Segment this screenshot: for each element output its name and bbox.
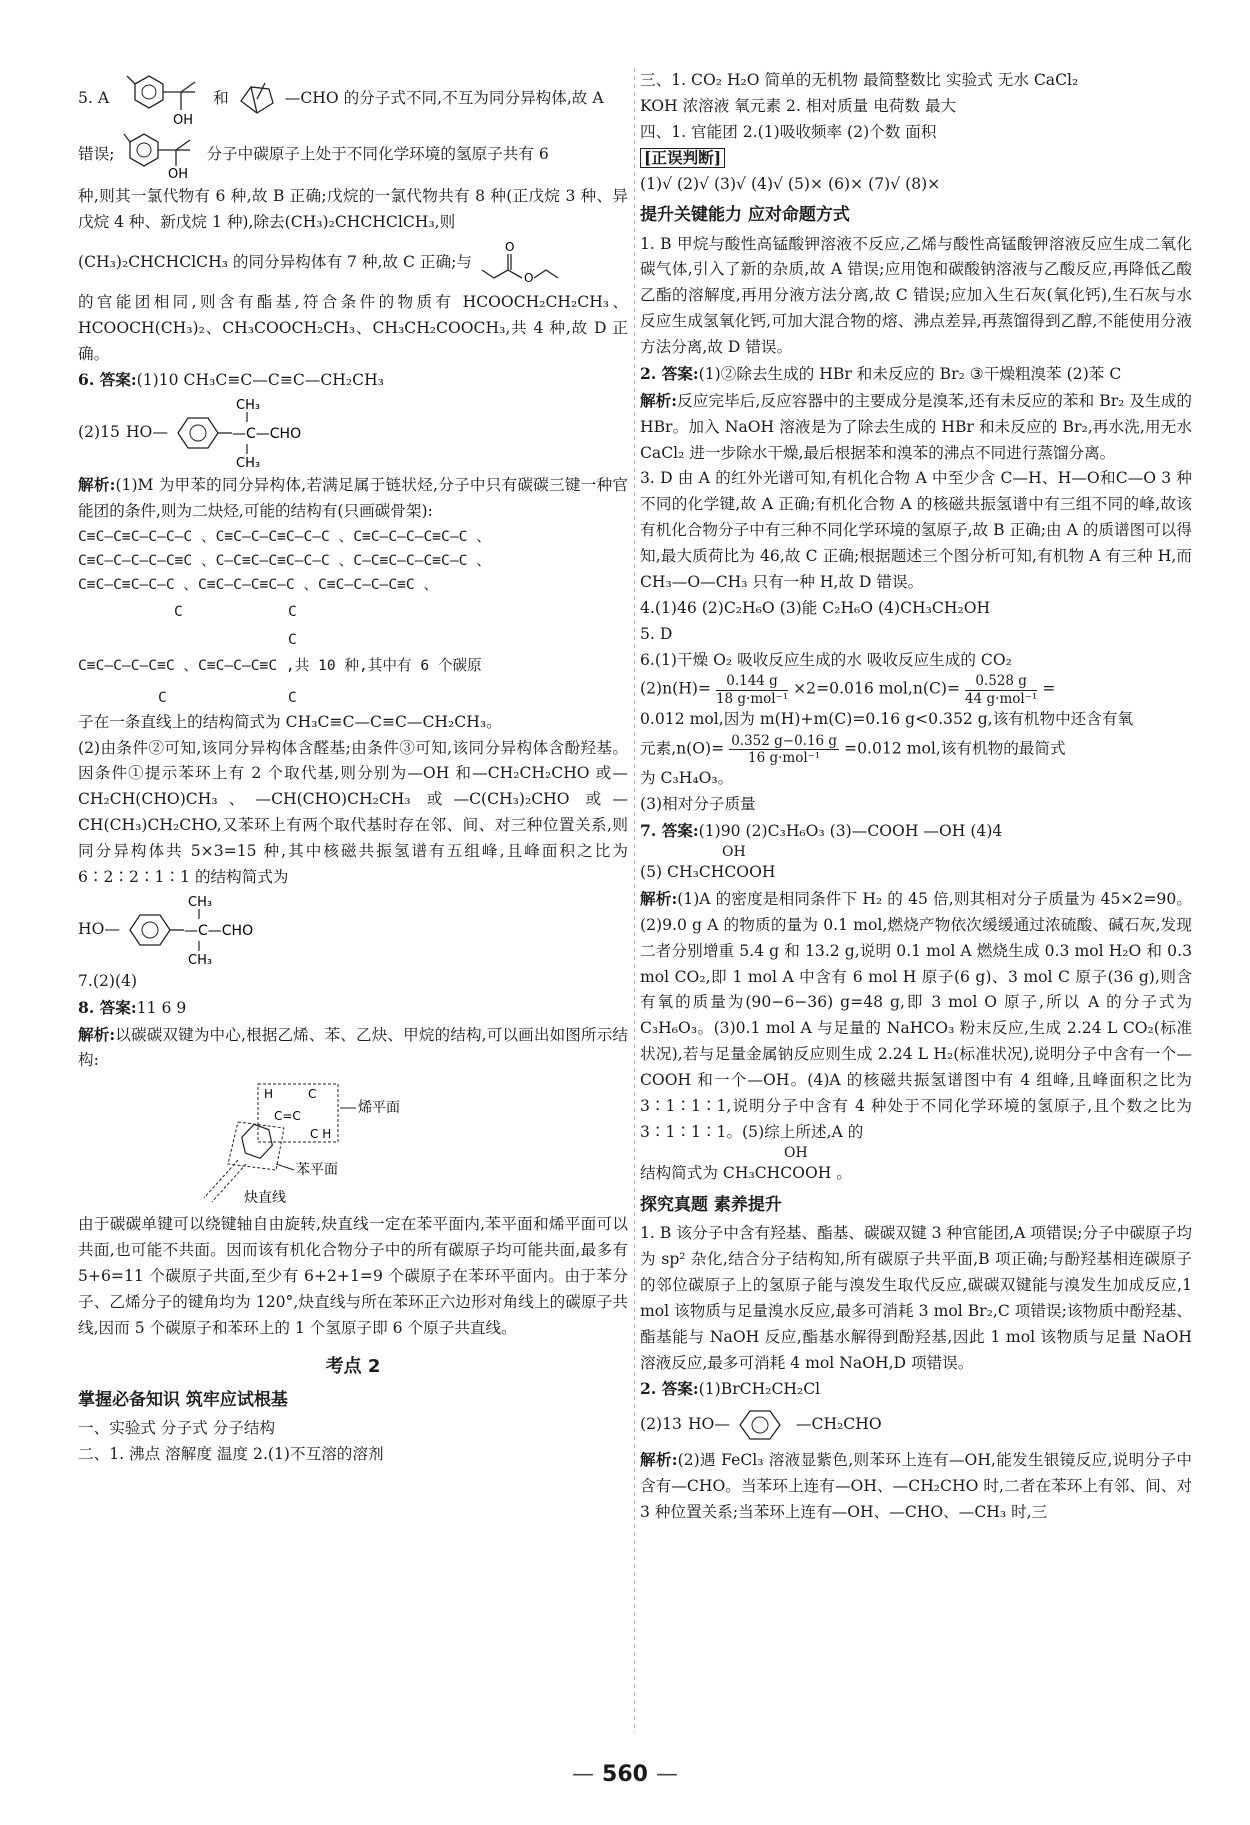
knowledge-4: 四、1. 官能团 2.(1)吸收频率 (2)个数 面积 [640, 122, 937, 141]
improve-6-4: 元素,n(O)= $\frac{0.352 g-0.16 g}{\text{16 g·mol⁻¹}}$ =0.012 mol,该有机物的最简式 [640, 732, 1066, 766]
improve-4: 4.(1)46 (2)C₂H₆O (3)能 C₂H₆O (4)CH₃CH₂OH [640, 598, 991, 617]
toluene-alcohol-structure-2 [120, 130, 200, 180]
improve-7-5: (5) CH₃CHCOOH [640, 863, 776, 882]
explore-1: 1. B 该分子中含有羟基、酯基、碳碳双键 3 种官能团,A 项错误;分子中碳原子均为 sp² 杂化,结合分子结构知,所有碳原子共平面,B 项正确;与酚羟基相连碳原子的邻位碳原子上的氢原子能与溴发生取代反应,碳碳双键能与溴发生加成反应,1 mol 该物质与足量溴水反应,最多可消耗 3 mol Br₂,C 项错误;该物质中酚羟基、酯基能与 NaOH 反应,酯基水解得到酚羟基,因此 1 mol 该物质与足量 NaOH 溶液反应,最多可消耗 4 mol NaOH,D 项错误。 [640, 1224, 1192, 1372]
improve-7-answer: (1)90 (2)C₃H₆O₃ (3)—COOH —OH (4)4 [698, 821, 1003, 840]
q5-wrong-line [78, 130, 628, 180]
improve-6-2: (2)n(H)= $\frac{0.144 g}{\text{18 g·mol⁻¹}}$ ×2=0.016 mol,n(C)= $\frac{0.528 g}{\text{44 g·mol⁻¹}}$ = [640, 673, 1056, 707]
heading-improve: 提升关键能力 应对命题方式 [640, 205, 850, 226]
q5-cho-text: —CHO 的分子式不同,不互为同分异构体,故 A [284, 89, 604, 108]
q5-paragraph-4: 的官能团相同,则含有酯基,符合条件的物质有 HCOOCH₂CH₂CH₃、HCOOCH(CH₃)₂、CH₃COOCH₂CH₃、CH₃CH₂COOCH₃,共 4 种,故 D 正确。 [78, 292, 628, 363]
heading-explore: 探究真题 素养提升 [640, 1195, 782, 1215]
explore-2-jiexi: (2)遇 FeCl₃ 溶液显紫色,则苯环上连有—OH,能发生银镜反应,说明分子中含有—CHO。当苯环上连有—OH、—CH₂CHO 时,二者在苯环上有邻、间、对 3 种位置关系;当苯环上连有—OH、—CHO、—CH₃ 时,三 [640, 1451, 1192, 1522]
page-footer: — 560 — [572, 1762, 678, 1787]
improve-2-jiexi: 反应完毕后,反应容器中的主要成分是溴苯,还有未反应的苯和 Br₂ 及生成的 HBr。加入 NaOH 溶液是为了除去生成的 HBr 和未反应的 Br₂,再水洗,用无水 CaCl₂ 进一步除水干燥,最后根据苯和溴苯的沸点不同进行蒸馏分离。 [640, 391, 1192, 462]
fig-benz-plane: 苯平面 [296, 1162, 338, 1179]
oh-label-2: OH [168, 167, 189, 180]
improve-7-end-oh: OH [784, 1144, 808, 1161]
q5-line [78, 72, 628, 126]
fraction-c: $\frac{0.528 g}{\text{44 g·mol⁻¹}}$ [965, 673, 1038, 707]
q8-label: 8. 答案: [78, 997, 137, 1017]
q6-jiexi-1: (1)M 为甲苯的同分异构体,若满足属于链状烃,分子中只有碳碳三键一种官能团的条件,则为二炔烃,可能的结构有(只画碳骨架): [78, 476, 628, 521]
explore-2-ho: HO— [687, 1415, 730, 1434]
q6-label: 6. 答案: [78, 370, 137, 390]
toluene-alcohol-structure [115, 72, 207, 126]
heading-master: 掌握必备知识 筑牢应试根基 [78, 1389, 288, 1410]
oh-label: OH [173, 113, 194, 126]
fig-ene-plane: 烯平面 [358, 1100, 400, 1117]
improve-1: 1. B 甲烷与酸性高锰酸钾溶液不反应,乙烯与酸性高锰酸钾溶液反应生成二氧化碳气体,引入了新的杂质,故 A 错误;应用饱和碳酸钠溶液与乙酸反应,再降低乙酸乙酯的溶解度,再用分液方法分离,故 C 错误;应加入生石灰(氧化钙),生石灰与水反应生成氢氧化钙,可加大混合物的熔、沸点差异,再蒸馏得到乙醇,不能使用分液方法分离,故 D 错误。 [640, 234, 1192, 357]
bicyclic-aldehyde-structure [235, 79, 279, 119]
q6-answer-2: (2)15 [78, 423, 120, 442]
knowledge-3-cont: KOH 浓溶液 氧元素 2. 相对质量 电荷数 最大 [640, 96, 957, 115]
svg-text:H: H [264, 1087, 274, 1102]
fraction-o: $\frac{0.352 g-0.16 g}{\text{16 g·mol⁻¹}}$ [731, 732, 838, 766]
fraction-h: $\frac{0.144 g}{\text{18 g·mol⁻¹}}$ [715, 673, 789, 707]
q8-jiexi-2: 由于碳碳单键可以绕键轴自由旋转,炔直线一定在苯平面内,苯平面和烯平面可以共面,也可能不共面。因而该有机化合物分子中的所有碳原子均可能共面,最多有 5+6=11 个碳原子共面,至少有 6+2+1=9 个碳原子在苯环平面内。由于苯分子、乙烯分子的键角均为 120°,炔直线与所在苯环正六边形对角线上的碳原子共线,因而 5 个碳原子和苯环上的 1 个氢原子即 6 个原子共直线。 [78, 1215, 628, 1337]
column-divider [634, 68, 635, 1733]
improve-5: 5. D [640, 624, 673, 643]
chain-row-2: C≡C—C—C—C—C≡C 、C—C≡C—C≡C—C—C 、C—C≡C—C—C≡C—C 、 [78, 552, 491, 570]
left-column [78, 68, 628, 1468]
branch-c-1: C [174, 602, 183, 620]
phenol-aldehyde-structure [174, 398, 334, 468]
knowledge-1: 一、实验式 分子式 分子结构 [78, 1418, 276, 1437]
q5-paragraph-3: (CH₃)₂CHCHClCH₃ 的同分异构体有 7 种,故 C 正确;与 [78, 252, 472, 271]
judge-tag: [正误判断] [640, 148, 725, 169]
knowledge-2: 二、1. 沸点 溶解度 温度 2.(1)不互溶的溶剂 [78, 1444, 384, 1463]
q6-jiexi-2: 子在一条直线上的结构简式为 CH₃C≡C—C≡C—CH₂CH₃。 [78, 712, 502, 731]
branch-c-4: C [158, 688, 167, 706]
explore-2-ch2cho: —CH₂CHO [795, 1415, 882, 1434]
q7-answer: 7.(2)(4) [78, 971, 138, 990]
q8-answer: 11 6 9 [136, 998, 187, 1017]
improve-6-1: 6.(1)干燥 O₂ 吸收反应生成的水 吸收反应生成的 CO₂ [640, 650, 1012, 669]
explore-2-label: 2. 答案: [640, 1379, 699, 1399]
explore-2-2: (2)13 [640, 1415, 682, 1434]
branched-chains [78, 598, 628, 710]
explore-2-structure-line [640, 1407, 1192, 1443]
hydroxyphenylacetaldehyde-structure [736, 1407, 790, 1443]
q5-p1-tail: 分子中碳原子上处于不同化学环境的氢原子共有 6 [206, 145, 549, 164]
knowledge-3: 三、1. CO₂ H₂O 简单的无机物 最简整数比 实验式 无水 CaCl₂ [640, 71, 1079, 89]
improve-6-3: 0.012 mol,因为 m(H)+m(C)=0.16 g<0.352 g,该有机物中还含有氧 [640, 709, 1134, 728]
improve-7-jiexi: (1)A 的密度是相同条件下 H₂ 的 45 倍,则其相对分子质量为 45×2=90。(2)9.0 g A 的物质的量为 0.1 mol,燃烧产物依次缓缓通过浓硫酸、碱石灰,发现二者分别增重 5.4 g 和 13.2 g,说明 0.1 mol A 燃烧生成 0.3 mol H₂O 和 0.3 mol CO₂,即 1 mol A 中含有 6 mol H 原子(6 g)、3 mol C 原子(36 g),则含有氧的质量为(90−6−36) g=48 g,即 3 mol O 原子,所以 A 的分子式为 C₃H₆O₃。(3)0.1 mol A 与足量的 NaHCO₃ 粉末反应,生成 2.24 L CO₂(标准状况),若与足量金属钠反应则生成 2.24 L H₂(标准状况),说明分子中含有一个—COOH 和一个—OH。(4)A 的核磁共振氢谱图中有 4 组峰,且峰面积之比为 3∶1∶1∶1,说明分子中含有 4 种处于不同化学环境的氢原子,且个数之比为 3∶1∶1∶1。(5)综上所述,A 的 [640, 889, 1192, 1141]
improve-3: 3. D 由 A 的红外光谱可知,有机化合物 A 中至少含 C—H、H—O和C—O 3 种不同的化学键,故 A 正确;有机化合物 A 的核磁共振氢谱中有三组不同的峰,故该有机化合物分子中有三种不同化学环境的氢原子,故 B 正确;由 A 的质谱图可以得知,最大质荷比为 46,故 C 正确;根据题述三个图分析可知,有机物 A 有三种 H,而 CH₃—O—CH₃ 只有一种 H,故 D 错误。 [640, 469, 1192, 591]
q6-structure-2 [78, 895, 628, 965]
ch3-bottom: CH₃ [235, 456, 260, 469]
q6-answer-2-line [78, 398, 628, 468]
improve-7-jiexi-label: 解析: [640, 888, 678, 908]
improve-7-end: 结构简式为 CH₃CHCOOH 。 [640, 1164, 852, 1183]
svg-text:C H: C H [310, 1127, 332, 1142]
right-column [640, 68, 1192, 1526]
phenol-aldehyde-structure-2 [126, 895, 286, 965]
explore-2-answer: (1)BrCH₂CH₂Cl [698, 1380, 821, 1399]
q6-ho-2: HO— [78, 919, 120, 938]
chain-row-4: C≡C—C—C—C≡C 、C≡C—C—C≡C ,共 10 种,其中有 6 个碳原 [78, 656, 482, 674]
q6-jiexi-3: (2)由条件②可知,该同分异构体含醛基;由条件③可知,该同分异构体含酚羟基。因条件①提示苯环上有 2 个取代基,则分别为—OH 和—CH₂CH₂CHO 或—CH₂CH(CHO)CH₃、—CH(CHO)CH₂CH₃ 或—C(CH₃)₂CHO 或—CH(CH₃)CH₂CHO,又苯环上有两个取代基时存在邻、间、对三种位置关系,则同分异构体共 5×3=15 种,其中核磁共振氢谱有五组峰,且峰面积之比为 6∶2∶2∶1∶1 的结构简式为 [78, 738, 628, 886]
cho-group-2: —C—CHO [183, 922, 254, 939]
page-number: 560 [602, 1762, 648, 1787]
q8-jiexi-label: 解析: [78, 1024, 116, 1044]
improve-7-label: 7. 答案: [640, 820, 699, 840]
ch3-top-2: CH₃ [187, 894, 213, 910]
cho-group: —C—CHO [231, 426, 302, 443]
svg-text:C: C [308, 1087, 317, 1102]
judge-answers: (1)√ (2)√ (3)√ (4)√ (5)× (6)× (7)√ (8)× [640, 174, 941, 193]
q6-answer-1: (1)10 CH₃C≡C—C≡C—CH₂CH₃ [136, 371, 384, 390]
svg-text:C=C: C=C [274, 1109, 301, 1124]
improve-6-6: (3)相对分子质量 [640, 794, 756, 813]
svg-text:O: O [523, 270, 534, 285]
q6-jiexi-label: 解析: [78, 475, 116, 495]
improve-2-answer: (1)②除去生成的 HBr 和未反应的 Br₂ ③干燥粗溴苯 (2)苯 C [698, 364, 1122, 383]
q6-ho: HO— [125, 423, 168, 442]
fig-yne-line: 炔直线 [244, 1190, 286, 1207]
svg-text:O: O [504, 239, 515, 254]
chain-row-3: C≡C—C≡C—C—C 、C≡C—C—C≡C—C 、C≡C—C—C—C≡C 、 [78, 576, 439, 594]
improve-2-label: 2. 答案: [640, 363, 699, 383]
kaodian-heading: 考点 2 [325, 1355, 381, 1377]
ch3-top: CH₃ [235, 398, 260, 414]
improve-2-jiexi-label: 解析: [640, 390, 678, 410]
q5-and: 和 [213, 89, 229, 108]
branch-c-5: C [288, 688, 297, 706]
improve-6-5: 为 C₃H₄O₃。 [640, 769, 734, 788]
ch3-bottom-2: CH₃ [187, 952, 213, 965]
branch-c-2: C [288, 602, 297, 620]
chain-row-1: C≡C—C≡C—C—C—C 、C≡C—C—C≡C—C—C 、C≡C—C—C—C≡C—C 、 [78, 528, 491, 545]
q5-wrong: 错误; [78, 145, 115, 164]
explore-2-jiexi-label: 解析: [640, 1450, 678, 1470]
q8-jiexi-1: 以碳碳双键为中心,根据乙烯、苯、乙炔、甲烷的结构,可以画出如图所示结构: [78, 1025, 628, 1070]
q5-label: 5. A [78, 89, 110, 108]
q5-paragraph-2: 种,则其一氯代物有 6 种,故 B 正确;戊烷的一氯代物共有 8 种(正戊烷 3 种、异戊烷 4 种、新戊烷 1 种),除去(CH₃)₂CHCHClCH₃,则 [78, 187, 628, 231]
improve-7-oh: OH [722, 843, 746, 860]
q5-line-3 [78, 240, 628, 286]
ester-skeleton-structure [478, 240, 562, 286]
branch-c-3: C [288, 630, 297, 648]
planes-figure [198, 1078, 428, 1208]
